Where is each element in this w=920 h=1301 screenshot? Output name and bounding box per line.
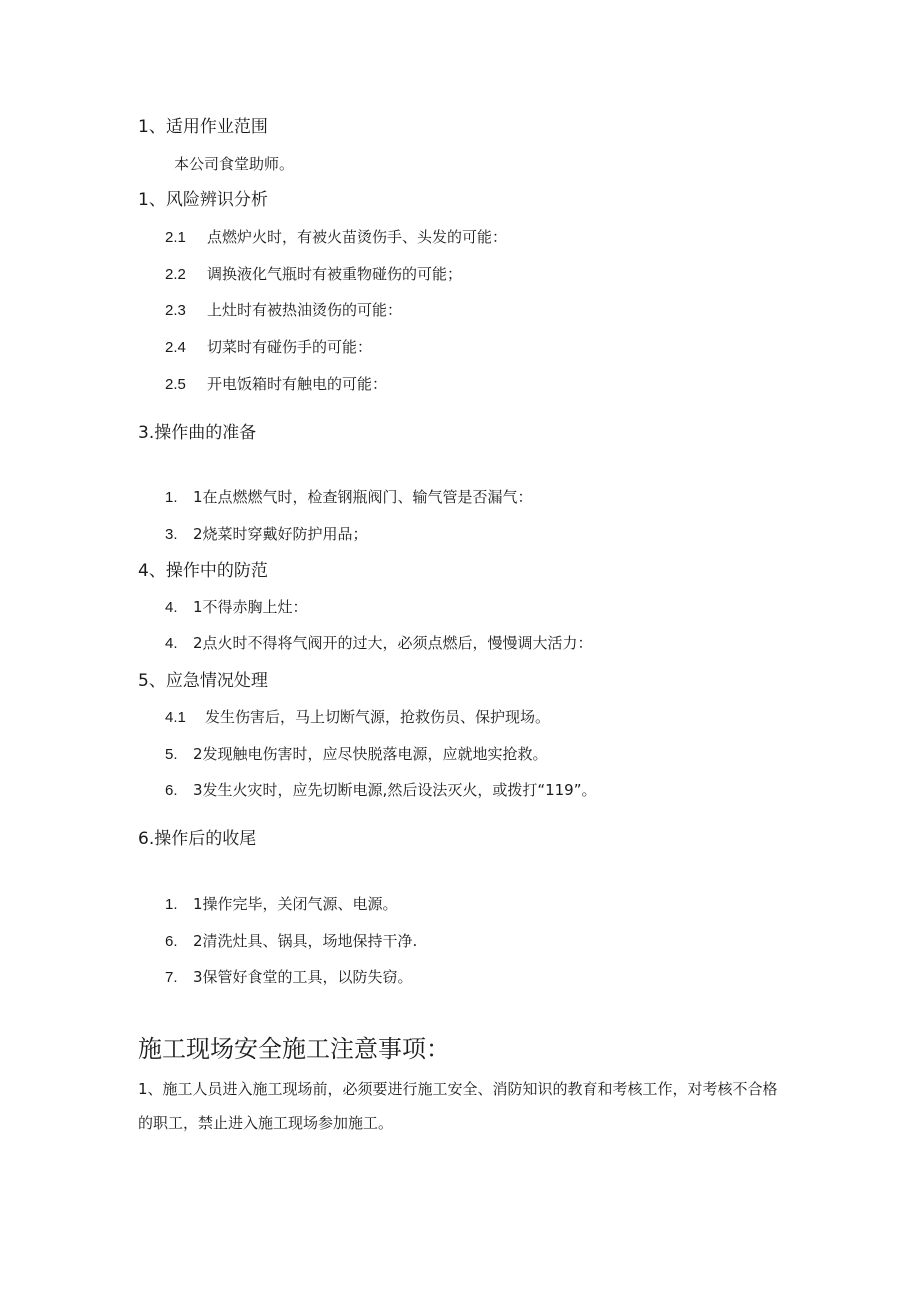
item-text: 1在点燃燃气时，检查钢瓶阀门、输气管是否漏气：: [193, 488, 533, 506]
item-number: 1.: [165, 896, 178, 913]
list-item: [165, 597, 308, 618]
list-item: [165, 633, 593, 654]
section-3-title: 3.操作曲的准备: [138, 423, 257, 443]
item-text: 2烧菜时穿戴好防护用品；: [193, 525, 368, 543]
item-number: 2.1: [165, 229, 186, 246]
section-2-title: 1、风险辨识分析: [138, 190, 268, 210]
item-text: 1操作完毕，关闭气源、电源。: [193, 895, 398, 913]
section-1-title: 1、适用作业范围: [138, 117, 268, 137]
item-text: 2清洗灶具、锅具，场地保持干净.: [193, 932, 418, 950]
item-text: 1不得赤胸上灶：: [193, 598, 308, 616]
list-item: [165, 227, 507, 248]
list-item: [165, 337, 372, 358]
item-text: 3保管好食堂的工具，以防失窃。: [193, 968, 413, 986]
item-text: 切菜时有碰伤手的可能：: [207, 338, 373, 356]
part-2-title: 施工现场安全施工注意事项：: [138, 1035, 450, 1063]
section-4-title: 4、操作中的防范: [138, 561, 268, 581]
item-number: 7.: [165, 969, 178, 986]
item-number: 4.1: [165, 709, 186, 726]
list-item: [165, 264, 462, 285]
item-number: 4.: [165, 635, 178, 652]
part-2-paragraph-1: 1、施工人员进入施工现场前，必须要进行施工安全、消防知识的教育和考核工作，对考核不合格的职工，禁止进入施工现场参加施工。: [138, 1080, 778, 1132]
list-item: [165, 967, 413, 988]
item-number: 2.5: [165, 376, 186, 393]
item-text: 点燃炉火时，有被火苗烫伤手、头发的可能：: [207, 228, 508, 246]
list-item: [165, 300, 402, 321]
item-text: 上灶时有被热油烫伤的可能：: [207, 301, 403, 319]
list-item: [165, 374, 387, 395]
item-number: 2.4: [165, 339, 186, 356]
item-text: 3发生火灾时，应先切断电源,然后设法灭火，或拨打“119”。: [193, 781, 597, 799]
list-item: [165, 894, 398, 915]
item-number: 6.: [165, 933, 178, 950]
item-number: 2.3: [165, 302, 186, 319]
list-item: [165, 780, 597, 801]
item-number: 2.2: [165, 266, 186, 283]
item-number: 5.: [165, 746, 178, 763]
list-item: [165, 744, 548, 765]
item-number: 1.: [165, 489, 178, 506]
list-item: [165, 487, 533, 508]
list-item: [165, 524, 368, 545]
list-item: [165, 707, 550, 728]
item-number: 6.: [165, 782, 178, 799]
item-text: 2发现触电伤害时，应尽快脱落电源，应就地实抢救。: [193, 745, 548, 763]
list-item: [165, 931, 417, 952]
section-5-title: 5、应急情况处理: [138, 671, 268, 691]
item-text: 开电饭箱时有触电的可能：: [207, 375, 388, 393]
item-number: 4.: [165, 599, 178, 616]
section-1-body: 本公司食堂助师。: [174, 155, 295, 173]
item-number: 3.: [165, 526, 178, 543]
item-text: 调换液化气瓶时有被重物碰伤的可能；: [207, 265, 463, 283]
item-text: 发生伤害后，马上切断气源，抢救伤员、保护现场。: [205, 708, 551, 726]
item-text: 2点火时不得将气阀开的过大，必须点燃后，慢慢调大活力：: [193, 634, 593, 652]
section-6-title: 6.操作后的收尾: [138, 829, 257, 849]
